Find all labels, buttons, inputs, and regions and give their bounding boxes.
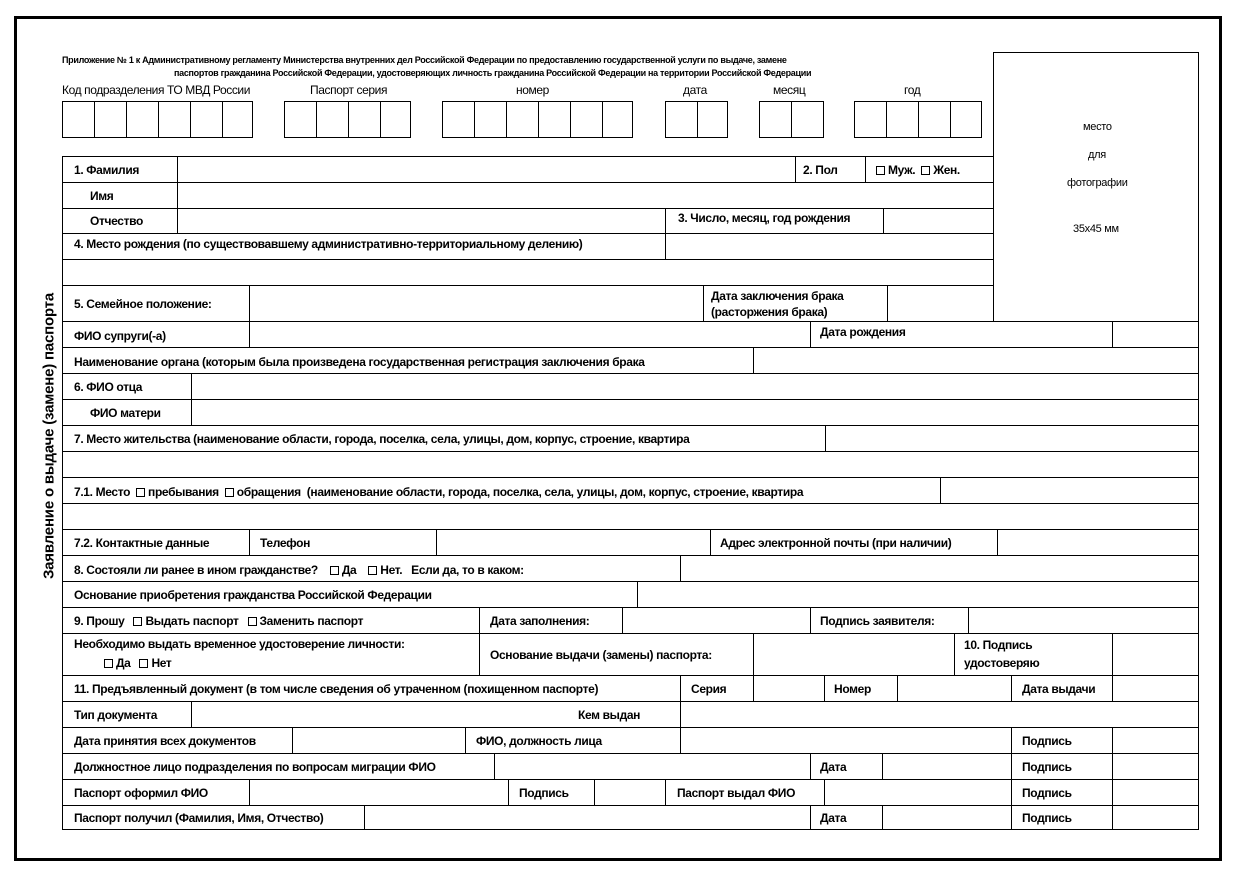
col-line bbox=[882, 753, 883, 779]
passport-number-label: номер bbox=[516, 83, 549, 97]
series-box-1[interactable] bbox=[284, 101, 317, 138]
year-box-3[interactable] bbox=[918, 101, 951, 138]
male-label: Муж. bbox=[887, 163, 916, 177]
photo-text-4: 35х45 мм bbox=[1073, 223, 1119, 235]
registry-label: Наименование органа (которым была произведена государственная регистрация заключения брака bbox=[74, 355, 645, 369]
col-line bbox=[883, 208, 884, 233]
day-box-1[interactable] bbox=[665, 101, 698, 138]
number-box-1[interactable] bbox=[442, 101, 475, 138]
row-line bbox=[62, 701, 1199, 702]
doc-type-label: Тип документа bbox=[74, 708, 158, 722]
citizenship-label: 8. Состояли ли ранее в ином гражданстве? bbox=[74, 563, 318, 577]
citizenship-which-label: Если да, то в каком: bbox=[411, 563, 524, 577]
col-line bbox=[703, 285, 704, 321]
issued-label: Паспорт выдал ФИО bbox=[677, 786, 796, 800]
citizenship-no-label: Нет. bbox=[380, 563, 403, 577]
temp-id-yes-label: Да bbox=[115, 656, 131, 670]
col-line bbox=[191, 701, 192, 727]
col-line bbox=[508, 779, 509, 805]
sex-options bbox=[876, 163, 960, 177]
issue-label: Выдать паспорт bbox=[145, 614, 239, 628]
header-note-line2: паспортов гражданина Российской Федерации, удостоверяющих личность гражданина Российской Федерации на территории Российской Федерации bbox=[174, 68, 812, 78]
col-line bbox=[795, 156, 796, 182]
marriage-date-label-2: (расторжения брака) bbox=[711, 305, 828, 319]
form-side-title: Заявление о выдаче (замене) паспорта bbox=[40, 292, 58, 580]
replace-label: Заменить паспорт bbox=[259, 614, 364, 628]
birth-place-label: 4. Место рождения (по существовавшему административно-территориальному делению) bbox=[74, 237, 583, 251]
row-line bbox=[62, 285, 993, 286]
col-line bbox=[810, 753, 811, 779]
series-box-3[interactable] bbox=[348, 101, 381, 138]
doc-series-label: Серия bbox=[691, 682, 727, 696]
row-line bbox=[62, 829, 1199, 830]
col-line bbox=[494, 753, 495, 779]
date-label-2: Дата bbox=[820, 811, 847, 825]
row-line bbox=[62, 503, 1199, 504]
table-border-left bbox=[62, 156, 63, 829]
name-label: Имя bbox=[90, 189, 114, 203]
phone-label: Телефон bbox=[260, 536, 311, 550]
row-line bbox=[62, 233, 993, 234]
surname-label: 1. Фамилия bbox=[74, 163, 140, 177]
sex-label: 2. Пол bbox=[803, 163, 838, 177]
col-line bbox=[825, 425, 826, 451]
photo-text-3: фотографии bbox=[1067, 177, 1128, 189]
division-code-box-4[interactable] bbox=[158, 101, 191, 138]
col-line bbox=[753, 347, 754, 373]
col-line bbox=[810, 321, 811, 347]
row-line bbox=[62, 529, 1199, 530]
doc-label: 11. Предъявленный документ (в том числе сведения об утраченном (похищенном паспорте) bbox=[74, 682, 599, 696]
row-line bbox=[62, 581, 1199, 582]
row-line bbox=[62, 347, 1199, 348]
row-line bbox=[62, 182, 993, 183]
issue-basis-label: Основание выдачи (замены) паспорта: bbox=[490, 648, 712, 662]
accept-date-label: Дата принятия всех документов bbox=[74, 734, 256, 748]
spouse-birth-label: Дата рождения bbox=[820, 325, 906, 339]
stay-label: 7.1. Место bbox=[74, 485, 131, 499]
number-box-4[interactable] bbox=[538, 101, 571, 138]
mother-label: ФИО матери bbox=[90, 406, 161, 420]
certify-label-1: 10. Подпись bbox=[964, 638, 1033, 652]
col-line bbox=[824, 675, 825, 701]
citizenship-yes-checkbox[interactable] bbox=[330, 566, 339, 575]
col-line bbox=[665, 779, 666, 805]
doc-number-label: Номер bbox=[834, 682, 871, 696]
col-line bbox=[710, 529, 711, 555]
month-box-1[interactable] bbox=[759, 101, 792, 138]
applicant-sign-label: Подпись заявителя: bbox=[820, 614, 935, 628]
col-line bbox=[249, 529, 250, 555]
stay-address-hint: (наименование области, города, поселка, села, улицы, дом, корпус, строение, квартира bbox=[306, 485, 804, 499]
division-code-box-2[interactable] bbox=[94, 101, 127, 138]
row-line bbox=[62, 425, 1199, 426]
male-checkbox[interactable] bbox=[876, 166, 885, 175]
email-label: Адрес электронной почты (при наличии) bbox=[720, 536, 952, 550]
photo-text-1: место bbox=[1083, 121, 1112, 133]
prepared-label: Паспорт оформил ФИО bbox=[74, 786, 208, 800]
division-code-box-5[interactable] bbox=[190, 101, 223, 138]
female-checkbox[interactable] bbox=[921, 166, 930, 175]
number-box-5[interactable] bbox=[570, 101, 603, 138]
patronymic-label: Отчество bbox=[90, 214, 143, 228]
col-line bbox=[753, 633, 754, 701]
temp-id-no-checkbox[interactable] bbox=[139, 659, 148, 668]
stay-option-label: пребывания bbox=[148, 485, 219, 499]
received-label: Паспорт получил (Фамилия, Имя, Отчество) bbox=[74, 811, 324, 825]
year-box-2[interactable] bbox=[886, 101, 919, 138]
certify-label-2: удостоверяю bbox=[964, 656, 1040, 670]
number-box-2[interactable] bbox=[474, 101, 507, 138]
row-line bbox=[62, 607, 1199, 608]
year-box-1[interactable] bbox=[854, 101, 887, 138]
col-line bbox=[1112, 727, 1113, 829]
col-line bbox=[810, 805, 811, 829]
col-line bbox=[465, 727, 466, 753]
col-line bbox=[436, 529, 437, 555]
row-line bbox=[62, 156, 993, 157]
photo-text-2: для bbox=[1088, 149, 1106, 161]
fill-date-label: Дата заполнения: bbox=[490, 614, 590, 628]
series-box-2[interactable] bbox=[316, 101, 349, 138]
row-line bbox=[62, 675, 1199, 676]
col-line bbox=[887, 285, 888, 321]
number-box-6[interactable] bbox=[602, 101, 633, 138]
row-line bbox=[62, 779, 1199, 780]
temp-id-options bbox=[104, 656, 171, 670]
col-line bbox=[177, 156, 178, 233]
division-code-box-1[interactable] bbox=[62, 101, 95, 138]
citizenship-yes-label: Да bbox=[341, 563, 357, 577]
stay-checkbox[interactable] bbox=[136, 488, 145, 497]
official-label: ФИО, должность лица bbox=[476, 734, 602, 748]
series-box-4[interactable] bbox=[380, 101, 411, 138]
col-line bbox=[968, 607, 969, 633]
col-line bbox=[479, 607, 480, 675]
col-line bbox=[1112, 321, 1113, 347]
col-line bbox=[1011, 727, 1012, 829]
father-label: 6. ФИО отца bbox=[74, 380, 143, 394]
col-line bbox=[680, 555, 681, 581]
division-code-box-6[interactable] bbox=[222, 101, 253, 138]
col-line bbox=[191, 373, 192, 425]
day-box-2[interactable] bbox=[697, 101, 728, 138]
col-line bbox=[622, 607, 623, 633]
row-line bbox=[62, 373, 1199, 374]
temp-id-yes-checkbox[interactable] bbox=[104, 659, 113, 668]
contacts-label: 7.2. Контактные данные bbox=[74, 536, 210, 550]
request-row bbox=[74, 614, 363, 628]
col-line bbox=[882, 805, 883, 829]
temp-id-label: Необходимо выдать временное удостоверение личности: bbox=[74, 637, 405, 651]
division-code-box-3[interactable] bbox=[126, 101, 159, 138]
marital-status-label: 5. Семейное положение: bbox=[74, 297, 212, 311]
sign-label-1: Подпись bbox=[1022, 734, 1072, 748]
month-box-2[interactable] bbox=[791, 101, 824, 138]
doc-issuer-label: Кем выдан bbox=[578, 708, 641, 722]
col-line bbox=[637, 581, 638, 607]
row-line bbox=[62, 477, 1199, 478]
sign-label-4: Подпись bbox=[1022, 811, 1072, 825]
col-line bbox=[249, 779, 250, 805]
doc-date-label: Дата выдачи bbox=[1022, 682, 1096, 696]
migration-official-label: Должностное лицо подразделения по вопросам миграции ФИО bbox=[74, 760, 436, 774]
col-line bbox=[249, 285, 250, 347]
row-line bbox=[62, 451, 1199, 452]
date-label: дата bbox=[683, 83, 707, 97]
row-line bbox=[62, 259, 993, 260]
appeal-checkbox[interactable] bbox=[225, 488, 234, 497]
year-box-4[interactable] bbox=[950, 101, 982, 138]
photo-placeholder bbox=[993, 52, 1199, 322]
sign-label-2: Подпись bbox=[1022, 760, 1072, 774]
citizenship-no-checkbox[interactable] bbox=[368, 566, 377, 575]
residence-label: 7. Место жительства (наименование области, города, поселка, села, улицы, дом, корпус, строение, квартира bbox=[74, 432, 690, 446]
division-code-label: Код подразделения ТО МВД России bbox=[62, 83, 251, 97]
col-line bbox=[824, 779, 825, 805]
spouse-label: ФИО супруги(-а) bbox=[74, 329, 166, 343]
issue-checkbox[interactable] bbox=[133, 617, 142, 626]
col-line bbox=[810, 607, 811, 633]
col-line bbox=[292, 727, 293, 753]
col-line bbox=[954, 633, 955, 675]
col-line bbox=[1112, 633, 1113, 701]
female-label: Жен. bbox=[933, 163, 960, 177]
request-label: 9. Прошу bbox=[74, 614, 125, 628]
row-line bbox=[62, 321, 1199, 322]
appeal-option-label: обращения bbox=[236, 485, 301, 499]
date-label-1: Дата bbox=[820, 760, 847, 774]
row-line bbox=[62, 805, 1199, 806]
row-line bbox=[62, 633, 1199, 634]
prepared-sign-label: Подпись bbox=[519, 786, 569, 800]
row-line bbox=[62, 727, 1199, 728]
number-box-3[interactable] bbox=[506, 101, 539, 138]
birth-date-label: 3. Число, месяц, год рождения bbox=[678, 211, 851, 225]
row-line bbox=[62, 555, 1199, 556]
col-line bbox=[940, 477, 941, 503]
replace-checkbox[interactable] bbox=[248, 617, 257, 626]
temp-id-no-label: Нет bbox=[151, 656, 172, 670]
row-line bbox=[62, 399, 1199, 400]
marriage-date-label-1: Дата заключения брака bbox=[711, 289, 844, 303]
month-label: месяц bbox=[773, 83, 806, 97]
col-line bbox=[364, 805, 365, 829]
sign-label-3: Подпись bbox=[1022, 786, 1072, 800]
col-line bbox=[997, 529, 998, 555]
row-line bbox=[62, 208, 993, 209]
col-line bbox=[680, 675, 681, 753]
passport-series-label: Паспорт серия bbox=[310, 83, 388, 97]
citizenship-row bbox=[74, 563, 524, 577]
header-note-line1: Приложение № 1 к Административному регламенту Министерства внутренних дел Российской Федерации по предоставлению государственной услуги по выдаче, замене bbox=[62, 55, 787, 65]
col-line bbox=[1011, 675, 1012, 701]
col-line bbox=[594, 779, 595, 805]
col-line bbox=[897, 675, 898, 701]
row-line bbox=[62, 753, 1199, 754]
year-label: год bbox=[904, 83, 921, 97]
citizenship-basis-label: Основание приобретения гражданства Российской Федерации bbox=[74, 588, 432, 602]
col-line bbox=[665, 208, 666, 259]
col-line bbox=[865, 156, 866, 182]
stay-row bbox=[74, 485, 803, 499]
